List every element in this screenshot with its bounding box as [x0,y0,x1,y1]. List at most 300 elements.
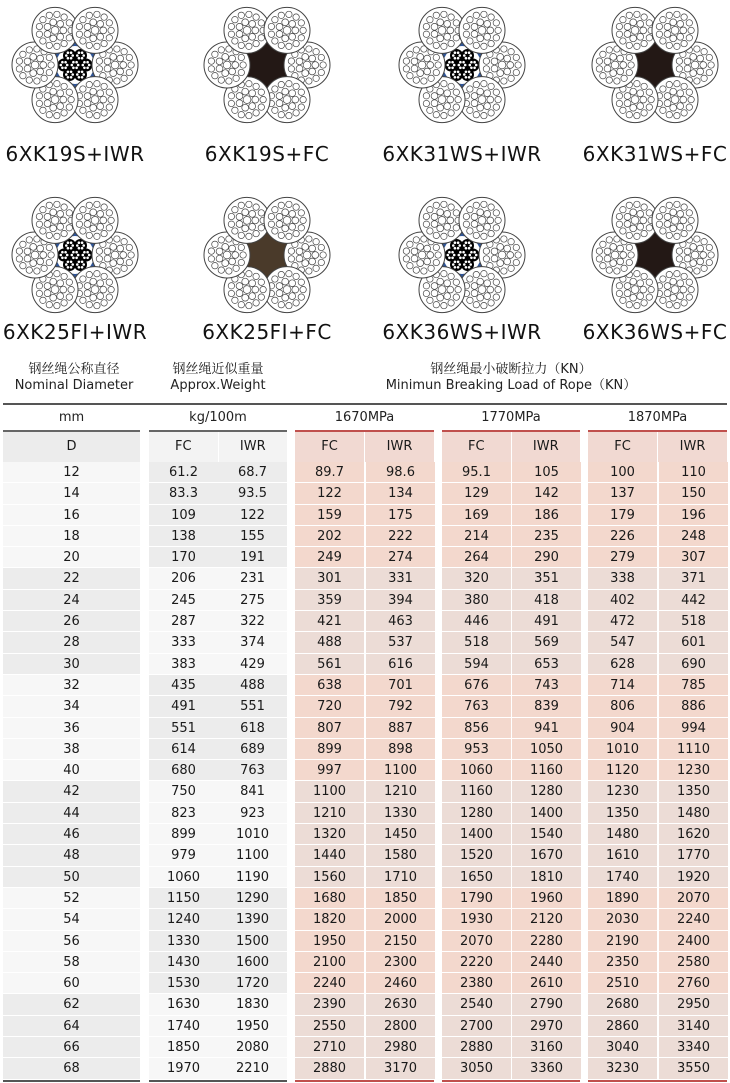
table-cell: 2150 [366,931,435,952]
column-w-fc [149,462,218,1080]
table-bottom-rule [295,1080,434,1082]
table-cell: 275 [218,590,287,611]
table-cell: 1920 [659,867,728,888]
table-cell: 1740 [588,867,657,888]
column-w-iwr [218,462,287,1080]
table-bottom-rule [149,1080,287,1082]
sub-d: D [66,439,77,454]
table-cell: 561 [295,654,364,675]
table-cell: 3040 [588,1037,657,1058]
table-cell: 653 [512,654,581,675]
table-cell: 3230 [588,1058,657,1079]
table-cell: 1010 [588,739,657,760]
table-cell: 1240 [149,909,218,930]
table-cell: 618 [218,718,287,739]
table-cell: 1390 [218,909,287,930]
table-cell: 1520 [442,845,511,866]
table-cell: 421 [295,611,364,632]
table-cell: 979 [149,845,218,866]
table-cell: 138 [149,526,218,547]
table-cell: 1450 [366,824,435,845]
column-l1770-fc [442,462,511,1080]
table-cell: 616 [366,654,435,675]
table-cell: 2280 [512,931,581,952]
table-cell: 1100 [295,781,364,802]
table-cell: 1650 [442,867,511,888]
column-l1770-iwr [511,462,581,1080]
table-cell: 1830 [218,994,287,1015]
table-cell: 48 [3,845,140,866]
table-cell: 898 [366,739,435,760]
header-rule [3,403,727,405]
table-cell: 1060 [149,867,218,888]
table-cell: 54 [3,909,140,930]
table-cell: 89.7 [295,462,364,483]
rope-diagram-6xk36ws-iwr [397,190,527,320]
table-cell: 488 [218,675,287,696]
table-cell: 18 [3,526,140,547]
table-cell: 518 [442,632,511,653]
table-cell: 551 [149,718,218,739]
table-cell: 446 [442,611,511,632]
table-cell: 1710 [366,867,435,888]
table-cell: 899 [149,824,218,845]
table-cell: 122 [295,483,364,504]
table-cell: 1670 [512,845,581,866]
column-l1870-fc [588,462,657,1080]
table-cell: 83.3 [149,483,218,504]
table-cell: 792 [366,696,435,717]
table-cell: 763 [442,696,511,717]
table-cell: 40 [3,760,140,781]
table-cell: 2220 [442,952,511,973]
table-cell: 2550 [295,1016,364,1037]
table-cell: 380 [442,590,511,611]
table-cell: 1770 [659,845,728,866]
table-cell: 1820 [295,909,364,930]
table-cell: 98.6 [366,462,435,483]
table-cell: 1970 [149,1058,218,1079]
table-cell: 841 [218,781,287,802]
table-bottom-rule [588,1080,727,1082]
table-cell: 159 [295,505,364,526]
grade-1670-group [295,408,434,460]
rope-label: 6XK19S+IWR [5,142,145,166]
table-cell: 807 [295,718,364,739]
table-cell: 1680 [295,888,364,909]
table-cell: 1010 [218,824,287,845]
table-cell: 701 [366,675,435,696]
table-cell: 36 [3,718,140,739]
table-cell: 30 [3,654,140,675]
table-cell: 886 [659,696,728,717]
table-cell: 2970 [512,1016,581,1037]
table-cell: 231 [218,568,287,589]
table-cell: 1610 [588,845,657,866]
rope-cross-section-icon [590,190,720,320]
table-cell: 1440 [295,845,364,866]
table-cell: 806 [588,696,657,717]
table-cell: 1320 [295,824,364,845]
diameter-group [3,408,140,460]
table-cell: 2190 [588,931,657,952]
table-cell: 547 [588,632,657,653]
diameter-header-cn: 钢丝绳公称直径 [28,362,120,377]
table-cell: 491 [149,696,218,717]
table-cell: 2070 [659,888,728,909]
table-cell: 997 [295,760,364,781]
table-cell: 129 [442,483,511,504]
table-cell: 274 [366,547,435,568]
table-cell: 1500 [218,931,287,952]
table-cell: 2350 [588,952,657,973]
table-cell: 100 [588,462,657,483]
table-cell: 22 [3,568,140,589]
table-cell: 44 [3,803,140,824]
table-cell: 394 [366,590,435,611]
table-cell: 402 [588,590,657,611]
table-cell: 248 [659,526,728,547]
table-cell: 351 [512,568,581,589]
table-cell: 2390 [295,994,364,1015]
rope-cross-section-icon [590,0,720,130]
table-cell: 887 [366,718,435,739]
table-cell: 46 [3,824,140,845]
table-cell: 1230 [659,760,728,781]
table-cell: 333 [149,632,218,653]
table-cell: 374 [218,632,287,653]
table-cell: 2240 [295,973,364,994]
table-cell: 2070 [442,931,511,952]
table-cell: 12 [3,462,140,483]
table-cell: 2760 [659,973,728,994]
rope-cross-section-icon [202,190,332,320]
table-cell: 2540 [442,994,511,1015]
table-cell: 2240 [659,909,728,930]
table-cell: 2030 [588,909,657,930]
table-cell: 429 [218,654,287,675]
rope-label: 6XK19S+FC [204,142,330,166]
table-cell: 1890 [588,888,657,909]
rope-label: 6XK25FI+IWR [2,320,148,344]
table-cell: 1950 [295,931,364,952]
table-cell: 601 [659,632,728,653]
weight-header-en: Approx.Weight [170,378,266,393]
table-cell: 62 [3,994,140,1015]
table-cell: 2210 [218,1058,287,1079]
table-cell: 418 [512,590,581,611]
table-cell: 488 [295,632,364,653]
table-cell: 320 [442,568,511,589]
rope-label: 6XK36WS+IWR [382,320,542,344]
rope-diagram-6xk31ws-fc [590,0,720,130]
table-cell: 628 [588,654,657,675]
table-cell: 1150 [149,888,218,909]
table-cell: 899 [295,739,364,760]
table-cell: 638 [295,675,364,696]
table-cell: 61.2 [149,462,218,483]
sub-fc: FC [614,439,631,454]
table-cell: 359 [295,590,364,611]
table-cell: 206 [149,568,218,589]
table-cell: 1400 [512,803,581,824]
table-cell: 245 [149,590,218,611]
table-cell: 16 [3,505,140,526]
rope-diagram-6xk25fi-fc [202,190,332,320]
table-cell: 1740 [149,1016,218,1037]
table-cell: 614 [149,739,218,760]
table-cell: 2460 [366,973,435,994]
table-cell: 1100 [218,845,287,866]
grade-1770-label: 1770MPa [481,410,541,425]
table-cell: 1400 [442,824,511,845]
rope-cross-section-icon [397,0,527,130]
column-d [3,462,140,1080]
weight-header-cn: 钢丝绳近似重量 [172,362,264,377]
table-cell: 2630 [366,994,435,1015]
table-cell: 2400 [659,931,728,952]
table-cell: 491 [512,611,581,632]
weight-unit: kg/100m [189,410,247,425]
table-cell: 3140 [659,1016,728,1037]
table-cell: 2710 [295,1037,364,1058]
load-header [295,362,727,394]
table-cell: 953 [442,739,511,760]
table-cell: 134 [366,483,435,504]
table-cell: 1600 [218,952,287,973]
table-cell: 186 [512,505,581,526]
table-cell: 2880 [295,1058,364,1079]
table-cell: 594 [442,654,511,675]
table-cell: 569 [512,632,581,653]
table-cell: 537 [366,632,435,653]
sub-fc: FC [321,439,338,454]
table-cell: 3170 [366,1058,435,1079]
table-cell: 105 [512,462,581,483]
table-cell: 202 [295,526,364,547]
rope-label: 6XK31WS+FC [582,142,728,166]
table-cell: 2580 [659,952,728,973]
table-cell: 2380 [442,973,511,994]
table-cell: 137 [588,483,657,504]
load-header-en: Minimun Breaking Load of Rope（KN） [385,378,637,393]
table-cell: 923 [218,803,287,824]
table-cell: 1280 [512,781,581,802]
rope-cross-section-icon [10,190,140,320]
column-l1670-fc [295,462,364,1080]
table-cell: 2440 [512,952,581,973]
column-l1870-iwr [658,462,728,1080]
table-cell: 518 [659,611,728,632]
grade-1770-group [442,408,580,460]
table-cell: 93.5 [218,483,287,504]
table-cell: 235 [512,526,581,547]
weight-group [149,408,287,460]
table-cell: 1190 [218,867,287,888]
table-cell: 3550 [659,1058,728,1079]
table-cell: 1110 [659,739,728,760]
table-cell: 3160 [512,1037,581,1058]
table-cell: 2880 [442,1037,511,1058]
grade-1670-label: 1670MPa [334,410,395,425]
table-cell: 2860 [588,1016,657,1037]
table-cell: 1060 [442,760,511,781]
table-cell: 720 [295,696,364,717]
table-cell: 38 [3,739,140,760]
table-cell: 2680 [588,994,657,1015]
table-cell: 26 [3,611,140,632]
table-cell: 1960 [512,888,581,909]
table-cell: 2610 [512,973,581,994]
table-cell: 56 [3,931,140,952]
table-cell: 1810 [512,867,581,888]
table-cell: 28 [3,632,140,653]
table-cell: 68.7 [218,462,287,483]
rope-diagram-6xk19s-iwr [10,0,140,130]
table-cell: 2080 [218,1037,287,1058]
table-cell: 785 [659,675,728,696]
table-cell: 1100 [366,760,435,781]
table-cell: 110 [659,462,728,483]
table-cell: 371 [659,568,728,589]
table-cell: 68 [3,1058,140,1079]
table-cell: 1950 [218,1016,287,1037]
table-cell: 763 [218,760,287,781]
table-cell: 714 [588,675,657,696]
table-cell: 680 [149,760,218,781]
sub-iwr: IWR [657,432,727,462]
table-cell: 95.1 [442,462,511,483]
table-cell: 941 [512,718,581,739]
rope-label: 6XK36WS+FC [582,320,728,344]
grade-1870-label: 1870MPa [627,410,688,425]
table-cell: 58 [3,952,140,973]
table-cell: 226 [588,526,657,547]
rope-label: 6XK31WS+IWR [382,142,542,166]
table-cell: 109 [149,505,218,526]
table-cell: 14 [3,483,140,504]
table-cell: 1930 [442,909,511,930]
table-cell: 214 [442,526,511,547]
table-cell: 1560 [295,867,364,888]
table-cell: 1290 [218,888,287,909]
table-cell: 1540 [512,824,581,845]
table-cell: 823 [149,803,218,824]
table-cell: 463 [366,611,435,632]
table-cell: 191 [218,547,287,568]
table-cell: 904 [588,718,657,739]
table-cell: 1630 [149,994,218,1015]
table-cell: 60 [3,973,140,994]
table-cell: 1350 [659,781,728,802]
table-cell: 1210 [366,781,435,802]
rope-diagram-6xk36ws-fc [590,190,720,320]
table-cell: 1050 [512,739,581,760]
table-cell: 24 [3,590,140,611]
table-cell: 2790 [512,994,581,1015]
table-cell: 1160 [512,760,581,781]
table-cell: 3360 [512,1058,581,1079]
load-header-cn: 钢丝绳最小破断拉力（KN） [430,362,592,377]
table-cell: 1330 [366,803,435,824]
table-cell: 34 [3,696,140,717]
table-cell: 1210 [295,803,364,824]
table-cell: 301 [295,568,364,589]
table-cell: 1280 [442,803,511,824]
sub-iwr: IWR [364,432,434,462]
table-cell: 1160 [442,781,511,802]
table-cell: 196 [659,505,728,526]
table-cell: 2100 [295,952,364,973]
rope-cross-section-icon [397,190,527,320]
table-cell: 287 [149,611,218,632]
table-cell: 2300 [366,952,435,973]
sub-iwr: IWR [218,432,288,462]
table-cell: 264 [442,547,511,568]
table-cell: 169 [442,505,511,526]
table-cell: 551 [218,696,287,717]
table-cell: 175 [366,505,435,526]
table-cell: 279 [588,547,657,568]
table-cell: 32 [3,675,140,696]
table-cell: 52 [3,888,140,909]
rope-cross-section-icon [10,0,140,130]
table-cell: 249 [295,547,364,568]
table-cell: 64 [3,1016,140,1037]
table-cell: 2000 [366,909,435,930]
table-cell: 1580 [366,845,435,866]
table-cell: 1620 [659,824,728,845]
table-cell: 1850 [366,888,435,909]
rope-diagram-6xk31ws-iwr [397,0,527,130]
table-cell: 1430 [149,952,218,973]
table-cell: 839 [512,696,581,717]
table-cell: 750 [149,781,218,802]
rope-diagram-6xk19s-fc [202,0,332,130]
table-cell: 142 [512,483,581,504]
table-cell: 122 [218,505,287,526]
table-cell: 1330 [149,931,218,952]
table-cell: 442 [659,590,728,611]
table-cell: 307 [659,547,728,568]
table-cell: 2510 [588,973,657,994]
table-cell: 42 [3,781,140,802]
table-bottom-rule [3,1080,140,1082]
table-cell: 856 [442,718,511,739]
diameter-header-en: Nominal Diameter [14,378,134,393]
table-cell: 472 [588,611,657,632]
table-cell: 1480 [588,824,657,845]
table-cell: 50 [3,867,140,888]
table-cell: 1230 [588,781,657,802]
rope-diagram-6xk25fi-iwr [10,190,140,320]
table-cell: 1790 [442,888,511,909]
rope-cross-section-icon [202,0,332,130]
table-cell: 1530 [149,973,218,994]
table-cell: 2700 [442,1016,511,1037]
table-cell: 690 [659,654,728,675]
sub-fc: FC [467,439,485,454]
diameter-header [0,362,148,394]
table-cell: 338 [588,568,657,589]
table-cell: 994 [659,718,728,739]
table-cell: 331 [366,568,435,589]
table-cell: 2950 [659,994,728,1015]
table-cell: 2120 [512,909,581,930]
table-cell: 179 [588,505,657,526]
table-cell: 170 [149,547,218,568]
table-cell: 2800 [366,1016,435,1037]
